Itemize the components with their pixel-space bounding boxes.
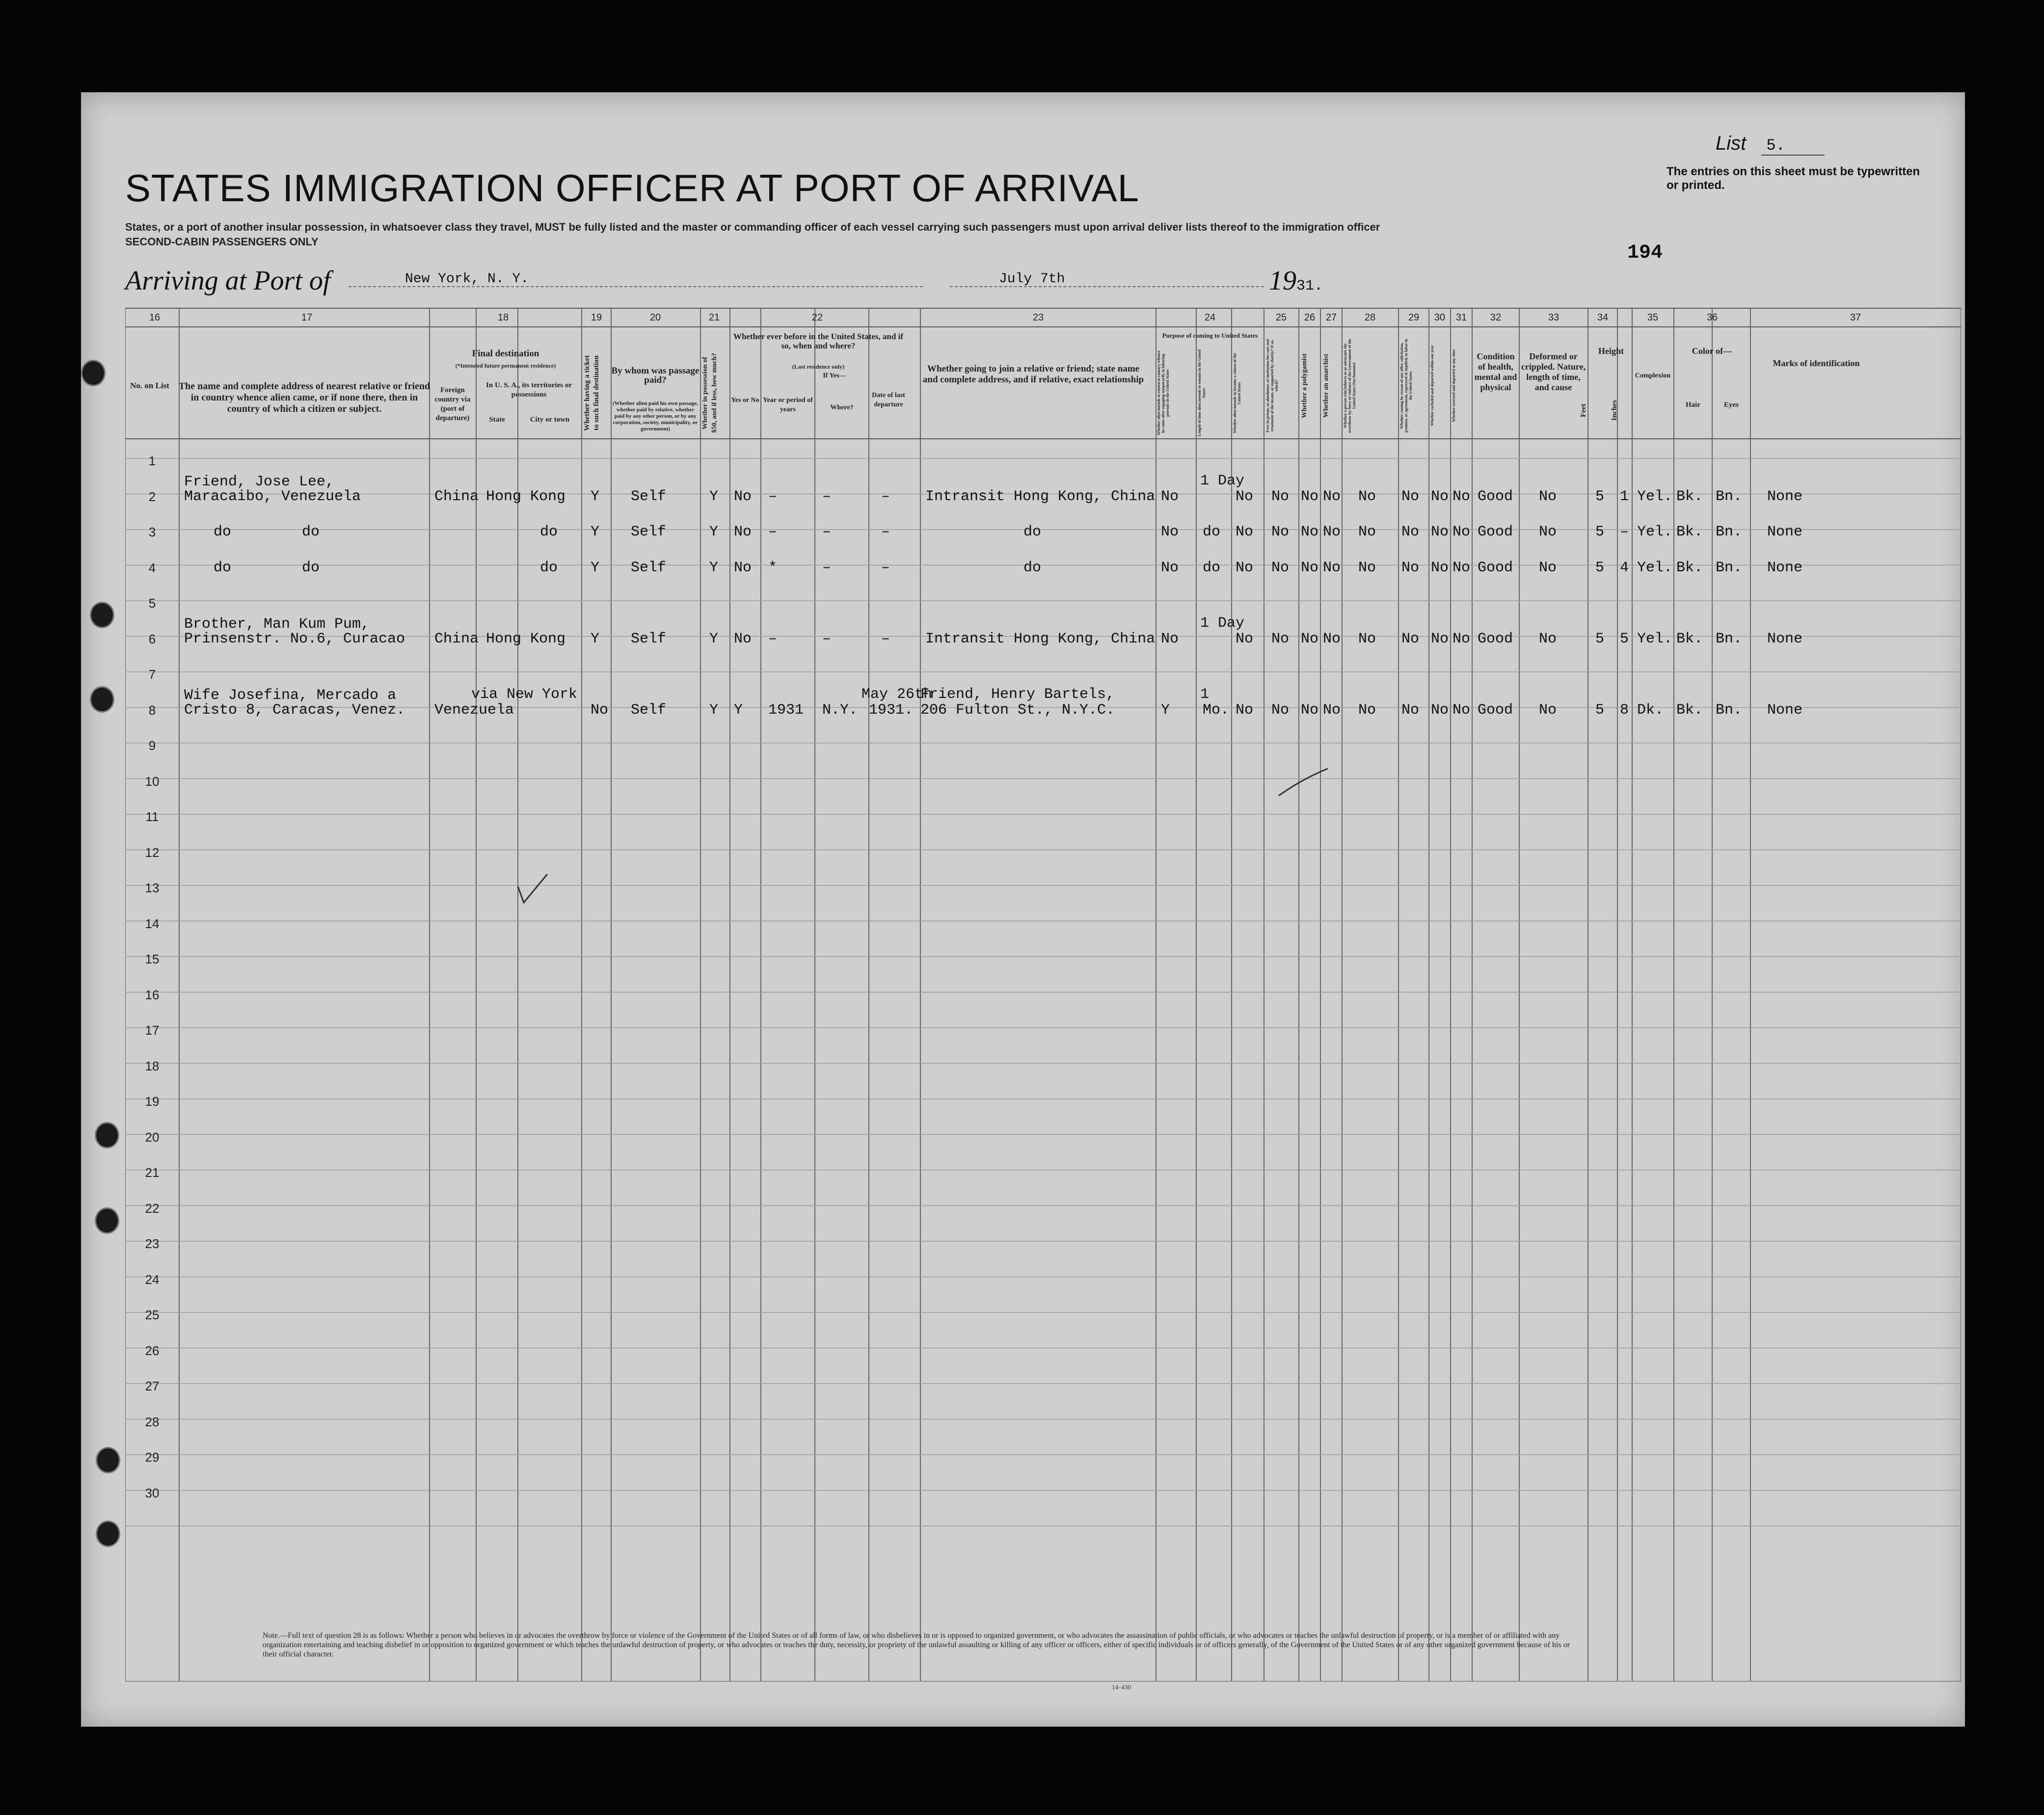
ticket-value: Y	[591, 524, 600, 540]
header-city: City or town	[530, 416, 570, 424]
column-number: 21	[708, 312, 720, 323]
deformed-value: No	[1539, 701, 1557, 719]
where-value: –	[822, 524, 832, 540]
q29-value: No	[1401, 630, 1420, 647]
header-purpose-a: Whether alien intends to return to country whence he came after engaging temporarily in laboring pursuits in the United States	[1156, 350, 1170, 436]
where-value: –	[822, 559, 832, 576]
row-number: 16	[145, 987, 160, 1002]
binder-hole	[96, 1521, 120, 1547]
purpose-citizen: No	[1236, 630, 1254, 647]
hair-value: Bk.	[1676, 559, 1703, 576]
health-value: Good	[1478, 488, 1513, 505]
header-prison: Ever in prison, or almshouse, or institution for care and treatment of the insane, or supported by charity? If so, which?	[1265, 339, 1279, 432]
column-number: 22	[811, 312, 823, 323]
health-value: Good	[1478, 559, 1513, 576]
row-number: 20	[145, 1129, 160, 1145]
page-title: STATES IMMIGRATION OFFICER AT PORT OF ARRIVAL	[125, 166, 1140, 210]
year-value: –	[768, 488, 778, 505]
header-purpose-b: Length of time alien intends to remain in the United States	[1197, 349, 1206, 437]
anarchist-value: No	[1323, 630, 1341, 647]
health-value: Good	[1478, 701, 1513, 719]
foreign-country: Venezuela	[434, 701, 514, 719]
row-number: 8	[148, 702, 156, 718]
row-number: 2	[148, 489, 156, 504]
q31-value: No	[1452, 559, 1471, 576]
q28-value: No	[1358, 630, 1376, 647]
row-number: 28	[145, 1414, 160, 1429]
column-number: 24	[1204, 312, 1216, 323]
q29-value: No	[1401, 701, 1420, 719]
header-eyes: Eyes	[1724, 401, 1739, 409]
q30-value: No	[1431, 559, 1449, 576]
year-value: –	[768, 524, 778, 540]
purpose-return: No	[1161, 488, 1179, 505]
row-number: 14	[145, 916, 160, 931]
complexion-value: Yel.	[1637, 630, 1673, 647]
eyes-value: Bn.	[1716, 488, 1743, 505]
before-in-us-value: No	[734, 630, 752, 647]
column-number: 23	[1032, 312, 1044, 323]
arriving-label: Arriving at Port of	[125, 266, 331, 296]
inches-value: –	[1620, 524, 1629, 540]
inches-value: 5	[1620, 630, 1629, 647]
header-feet: Feet	[1580, 403, 1587, 417]
q28-value: No	[1358, 559, 1376, 576]
header-color-of: Color of—	[1692, 346, 1732, 356]
row-number: 4	[148, 560, 156, 575]
manifest-sheet	[81, 92, 1965, 1727]
join-relative: do	[1023, 524, 1042, 540]
departure-value: –	[881, 488, 890, 505]
header-complexion: Complexion	[1635, 372, 1671, 379]
purpose-length-top: 1 Day	[1200, 472, 1245, 489]
q30-value: No	[1431, 701, 1449, 719]
hair-value: Bk.	[1676, 488, 1703, 505]
ticket-value: Y	[591, 488, 600, 505]
header-date-departure: Date of last departure	[872, 392, 905, 408]
complexion-value: Yel.	[1637, 559, 1673, 576]
arrival-year: 1931.	[1269, 266, 1323, 296]
departure-year: 1931.	[869, 701, 914, 719]
departure-date: May 26th	[861, 686, 933, 703]
deformed-value: No	[1539, 524, 1557, 540]
foreign-country: China	[434, 488, 479, 505]
passage-paid-value: Self	[631, 524, 667, 540]
prison-value: No	[1271, 630, 1290, 647]
purpose-citizen: No	[1236, 701, 1254, 719]
purpose-length: Mo.	[1203, 701, 1230, 719]
feet-value: 5	[1595, 559, 1605, 576]
row-number: 25	[145, 1308, 160, 1322]
anarchist-value: No	[1323, 524, 1341, 540]
column-number: 19	[591, 312, 602, 323]
header-q28: Whether a person who believes in or advocates the overthrow by force or violence of the Government of the United States (See footnote)	[1343, 339, 1356, 433]
passage-paid-value: Self	[631, 559, 667, 576]
marks-value: None	[1767, 559, 1803, 576]
list-number: 5.	[1761, 136, 1824, 156]
row-number: 30	[145, 1485, 160, 1500]
polygamist-value: No	[1301, 701, 1319, 719]
row-number: 22	[145, 1201, 160, 1216]
row-number: 23	[145, 1236, 160, 1251]
hair-value: Bk.	[1676, 701, 1703, 719]
year-value: –	[768, 630, 778, 647]
column-number: 36	[1706, 312, 1718, 323]
row-number: 21	[145, 1165, 160, 1180]
column-number: 18	[497, 312, 509, 323]
relative-address: Maracaibo, Venezuela	[184, 488, 361, 505]
column-number: 16	[149, 312, 161, 323]
join-relative: Intransit Hong Kong, China	[925, 630, 1156, 647]
q31-value: No	[1452, 630, 1471, 647]
column-number: 34	[1597, 312, 1609, 323]
anarchist-value: No	[1323, 701, 1341, 719]
header-last-residence: (Last residence only)	[792, 363, 845, 370]
inches-value: 1	[1620, 488, 1629, 505]
before-in-us-value: No	[734, 559, 752, 576]
row-number: 3	[148, 525, 156, 539]
header-subtitle: States, or a port of another insular possession, in whatsoever class they travel, MUST be fully listed and the master or commanding officer of each vessel carrying such passengers must upon arrival deliver lists thereof to the immigration officer	[125, 221, 1380, 233]
row-number: 17	[145, 1023, 160, 1038]
binder-hole	[90, 686, 114, 713]
header-marks: Marks of identification	[1773, 358, 1860, 368]
anarchist-value: No	[1323, 559, 1341, 576]
prison-value: No	[1271, 524, 1290, 540]
purpose-length-top: 1	[1200, 686, 1210, 703]
ticket-value: Y	[591, 559, 600, 576]
us-state: Hong Kong	[486, 488, 566, 505]
deformed-value: No	[1539, 488, 1557, 505]
column-number: 26	[1304, 312, 1316, 323]
header-final-destination: Final destination	[472, 348, 539, 359]
join-relative: Intransit Hong Kong, China	[925, 488, 1156, 505]
column-number: 37	[1850, 312, 1861, 323]
complexion-value: Dk.	[1637, 701, 1664, 719]
column-number: 30	[1434, 312, 1446, 323]
health-value: Good	[1478, 630, 1513, 647]
column-number: 28	[1364, 312, 1376, 323]
departure-value: –	[881, 630, 890, 647]
inches-value: 4	[1620, 559, 1629, 576]
header-if-yes: If Yes—	[823, 372, 846, 379]
header-yes-no: Yes or No	[731, 397, 759, 404]
header-foreign-country: Foreign country via (port of departure)	[434, 386, 471, 422]
port-name: New York, N. Y.	[405, 271, 529, 287]
form-number: 14–430	[1112, 1683, 1131, 1691]
column-number: 17	[301, 312, 313, 323]
list-label: List 5.	[1716, 133, 1825, 155]
purpose-length: do	[1203, 524, 1221, 540]
polygamist-value: No	[1301, 559, 1319, 576]
row-number: 29	[145, 1450, 160, 1465]
column-number: 20	[649, 312, 661, 323]
prison-value: No	[1271, 559, 1290, 576]
header-q30: Whether excluded and deported within one year	[1430, 345, 1434, 427]
eyes-value: Bn.	[1716, 559, 1743, 576]
page-number: 194	[1627, 242, 1663, 264]
footnote: Note.—Full text of question 28 is as follows: Whether a person who believes in or advocates the overthrow by force or violence of the Government of the United States or of all forms of law, or who disbelieves in or is opposed to organized government, or who advocates the assassination of public officials, or who advocates or teaches the unlawful destruction of property, or is a member of or affiliated with any organization entertaining and teaching disbelief in or opposition to organized government or which teaches the unlawful destruction of property, or who advocates or teaches the duty, necessity, or propriety of the unlawful assaulting or killing of any officer or officers, either of specific individuals or of officers generally, of the Government of the United States or of any other organized government because of his or their official character.	[263, 1631, 1570, 1658]
header-in-usa: In U. S. A., its territories or possessions	[486, 381, 572, 399]
departure-value: –	[881, 559, 890, 576]
header-hair: Hair	[1686, 401, 1700, 409]
relative-address: Prinsenstr. No.6, Curacao	[184, 630, 405, 647]
deformed-value: No	[1539, 559, 1557, 576]
feet-value: 5	[1595, 488, 1605, 505]
q31-value: No	[1452, 488, 1471, 505]
eyes-value: Bn.	[1716, 701, 1743, 719]
header-passage-paid: By whom was passage paid?	[611, 366, 699, 385]
where-value: N.Y.	[822, 701, 858, 719]
feet-value: 5	[1595, 630, 1605, 647]
header-q29: Whether coming by reason of any offer, solicitation, promise, or agreement, expressed or implied, to labor in the United States	[1399, 339, 1413, 433]
row-number: 6	[148, 631, 156, 646]
foreign-country: China	[434, 630, 479, 647]
purpose-citizen: No	[1236, 488, 1254, 505]
inches-value: 8	[1620, 701, 1629, 719]
complexion-value: Yel.	[1637, 524, 1673, 540]
purpose-return: No	[1161, 630, 1179, 647]
polygamist-value: No	[1301, 630, 1319, 647]
column-number: 29	[1408, 312, 1420, 323]
row-number: 24	[145, 1272, 160, 1287]
marks-value: None	[1767, 488, 1803, 505]
header-passage-note: (Whether alien paid his own passage, whether paid by relative, whether paid by any other person, or by any corporation, society, municipality, or government)	[613, 400, 698, 432]
ticket-value: Y	[591, 630, 600, 647]
purpose-return: Y	[1161, 701, 1170, 719]
hair-value: Bk.	[1676, 630, 1703, 647]
relative-name: do do	[214, 524, 320, 540]
header-anarchist: Whether an anarchist	[1322, 353, 1330, 418]
q29-value: No	[1401, 559, 1420, 576]
row-number: 27	[145, 1379, 160, 1393]
money-value: Y	[709, 524, 719, 540]
before-in-us-value: No	[734, 488, 752, 505]
relative-name: Brother, Man Kum Pum,	[184, 615, 370, 633]
header-possession: Whether in possession of $50, and if less, how much?	[701, 353, 718, 433]
q31-value: No	[1452, 701, 1471, 719]
row-number: 1	[148, 454, 156, 468]
header-ticket: Whether having a ticket to such final destination	[583, 355, 600, 431]
anarchist-value: No	[1323, 488, 1341, 505]
hair-value: Bk.	[1676, 524, 1703, 540]
header-q31: Whether arrested and deported at any time	[1452, 349, 1456, 423]
column-number: 32	[1490, 312, 1502, 323]
eyes-value: Bn.	[1716, 630, 1743, 647]
row-number: 15	[145, 952, 160, 966]
binder-hole	[95, 1122, 119, 1148]
q29-value: No	[1401, 524, 1420, 540]
join-relative: Friend, Henry Bartels,	[920, 686, 1115, 703]
header-purpose-c: Whether alien intends to become a citizen of the United States	[1233, 353, 1241, 433]
header-purpose: Purpose of coming to United States	[1162, 332, 1258, 339]
row-number: 11	[145, 809, 159, 824]
column-number: 25	[1275, 312, 1287, 323]
header-height: Height	[1598, 346, 1624, 356]
q28-value: No	[1358, 701, 1376, 719]
polygamist-value: No	[1301, 488, 1319, 505]
row-number: 9	[148, 738, 156, 753]
eyes-value: Bn.	[1716, 524, 1743, 540]
header-nearest-relative: The name and complete address of nearest relative or friend in country whence alien came, or if none there, then in country of which a citizen or subject.	[178, 381, 430, 414]
header-final-destination-note: (*Intended future permanent residence)	[455, 362, 556, 369]
column-number: 35	[1647, 312, 1659, 323]
relative-address: Cristo 8, Caracas, Venez.	[184, 701, 405, 719]
marks-value: None	[1767, 524, 1803, 540]
purpose-return: No	[1161, 559, 1179, 576]
passage-paid-value: Self	[631, 701, 667, 719]
deformed-value: No	[1539, 630, 1557, 647]
row-number: 5	[148, 596, 156, 611]
join-relative: do	[1023, 559, 1042, 576]
marks-value: None	[1767, 701, 1803, 719]
table-grid	[125, 307, 1961, 1682]
row-number: 13	[145, 881, 160, 895]
year-value: *	[768, 559, 778, 576]
header-join-relative: Whether going to join a relative or friend; state name and complete address, and if relative, exact relationship	[922, 364, 1144, 385]
health-value: Good	[1478, 524, 1513, 540]
q30-value: No	[1431, 488, 1449, 505]
column-number: 27	[1325, 312, 1337, 323]
where-value: –	[822, 488, 832, 505]
marks-value: None	[1767, 630, 1803, 647]
before-in-us-value: No	[734, 524, 752, 540]
relative-name: do do	[214, 559, 320, 576]
money-value: Y	[709, 559, 719, 576]
entries-note: The entries on this sheet must be typewritten or printed.	[1667, 165, 1920, 192]
column-number: 31	[1455, 312, 1467, 323]
row-number: 7	[148, 667, 156, 682]
year-value: 1931	[768, 701, 804, 719]
header-deformed: Deformed or crippled. Nature, length of time, and cause	[1521, 351, 1586, 392]
header-condition: Condition of health, mental and physical	[1474, 351, 1517, 392]
relative-name: Wife Josefina, Mercado a	[184, 687, 397, 704]
header-polygamist: Whether a polygamist	[1301, 353, 1308, 418]
ticket-value: No	[591, 701, 609, 719]
passage-paid-value: Self	[631, 630, 667, 647]
class-label: SECOND-CABIN PASSENGERS ONLY	[125, 236, 319, 248]
polygamist-value: No	[1301, 524, 1319, 540]
binder-hole	[81, 360, 106, 386]
us-state: Hong Kong	[486, 630, 566, 647]
header-state: State	[489, 416, 505, 424]
row-number: 10	[145, 774, 160, 789]
prison-value: No	[1271, 488, 1290, 505]
prison-value: No	[1271, 701, 1290, 719]
money-value: Y	[709, 630, 719, 647]
us-city: do	[540, 559, 558, 576]
manifest-table	[125, 307, 1961, 1682]
header-inches: Inches	[1611, 400, 1618, 421]
passage-paid-value: Self	[631, 488, 667, 505]
row-number: 18	[145, 1058, 160, 1073]
q30-value: No	[1431, 524, 1449, 540]
complexion-value: Yel.	[1637, 488, 1673, 505]
header-where: Where?	[830, 404, 854, 411]
money-value: Y	[709, 701, 719, 719]
binder-hole	[95, 1207, 119, 1234]
row-number: 26	[145, 1343, 160, 1358]
date-underline	[950, 286, 1264, 287]
row-number: 12	[145, 845, 160, 860]
us-destination: via New York	[471, 686, 578, 703]
arrival-date: July 7th	[999, 271, 1065, 287]
binder-hole	[90, 602, 114, 628]
purpose-citizen: No	[1236, 559, 1254, 576]
q28-value: No	[1358, 524, 1376, 540]
purpose-length-top: 1 Day	[1200, 614, 1245, 632]
money-value: Y	[709, 488, 719, 505]
q29-value: No	[1401, 488, 1420, 505]
column-number: 33	[1548, 312, 1560, 323]
us-city: do	[540, 524, 558, 540]
join-address: 206 Fulton St., N.Y.C.	[920, 701, 1115, 719]
row-number: 19	[145, 1094, 160, 1109]
feet-value: 5	[1595, 524, 1605, 540]
q31-value: No	[1452, 524, 1471, 540]
purpose-length: do	[1203, 559, 1221, 576]
relative-name: Friend, Jose Lee,	[184, 473, 335, 490]
header-year-period: Year or period of years	[763, 397, 813, 413]
departure-value: –	[881, 524, 890, 540]
feet-value: 5	[1595, 701, 1605, 719]
purpose-citizen: No	[1236, 524, 1254, 540]
purpose-return: No	[1161, 524, 1179, 540]
header-no-on-list: No. on List	[130, 381, 169, 390]
header-before-in-us: Whether ever before in the United States, and if so, when and where?	[733, 332, 904, 350]
q28-value: No	[1358, 488, 1376, 505]
before-in-us-value: Y	[734, 701, 743, 719]
where-value: –	[822, 630, 832, 647]
binder-hole	[96, 1447, 120, 1473]
q30-value: No	[1431, 630, 1449, 647]
